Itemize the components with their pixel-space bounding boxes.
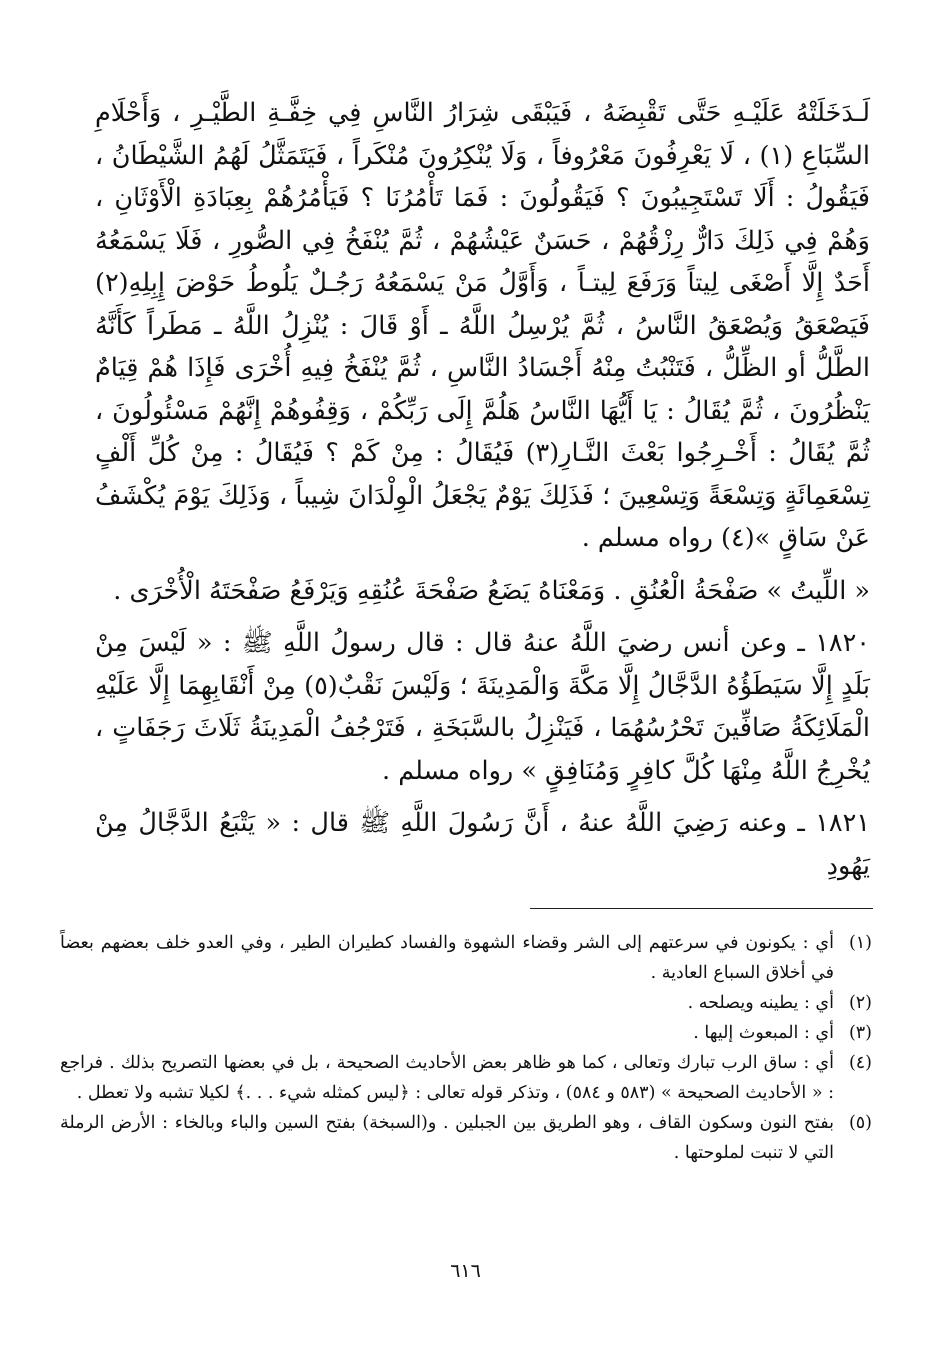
footnote-text: بفتح النون وسكون القاف ، وهو الطريق بين الجبلين . و(السبخة) بفتح السين والباء وبالخاء : الأرض الرملة التي لا تنبت لملوحتها . <box>60 1113 834 1163</box>
footnote <box>60 1108 872 1168</box>
footnote-number: (٢) <box>848 993 872 1013</box>
footnotes <box>60 928 872 1168</box>
footnote <box>60 1048 872 1108</box>
hadith-paragraph-1: لَـدَخَلَتْهُ عَلَيْـهِ حَتَّى تَقْبِضَهُ ، فَيَبْقَى شِرَارُ النَّاسِ فِي خِفَّـةِ الطَّيْـرِ ، وَأَحْلَامِ السِّبَاعِ (١) ، لَا يَعْرِفُونَ مَعْرُوفاً ، وَلَا يُنْكِرُونَ مُنْكَراً ، فَيَتَمَثَّلُ لَهُمُ الشَّيْطَانُ ، فَيَقُولُ : أَلَا تَسْتَجِيبُونَ ؟ فَيَقُولُونَ : فَمَا تَأْمُرُنَا ؟ فَيَأْمُرُهُمْ بِعِبَادَةِ الْأَوْثَانِ ، وَهُمْ فِي ذَلِكَ دَارٌّ رِزْقُهُمْ ، حَسَنٌ عَيْشُهُمْ ، ثُمَّ يُنْفَخُ فِي الصُّورِ ، فَلَا يَسْمَعُهُ أَحَدٌ إِلَّا أَصْغَى لِيتاً وَرَفَعَ لِيتـاً ، وَأَوَّلُ مَنْ يَسْمَعُهُ رَجُـلٌ يَلُوطُ حَوْضَ إِبِلِهِ(٢) فَيَصْعَقُ وَيُصْعَقُ النَّاسُ ، ثُمَّ يُرْسِلُ اللَّهُ ـ أَوْ قَالَ : يُنْزِلُ اللَّهُ ـ مَطَراً كَأَنَّهُ الطَّلُّ أو الظِّلُّ ، فَتَنْبُتُ مِنْهُ أَجْسَادُ النَّاسِ ، ثُمَّ يُنْفَخُ فِيهِ أُخْرَى فَإِذَا هُمْ قِيَامٌ يَنْظُرُونَ ، ثُمَّ يُقَالُ : يَا أَيُّهَا النَّاسُ هَلُمَّ إِلَى رَبِّكُمْ ، وَقِفُوهُمْ إِنَّهُمْ مَسْئُولُونَ ، ثُمَّ يُقَالُ : أَخْـرِجُوا بَعْثَ النَّـارِ(٣) فَيُقَالُ : مِنْ كَمْ ؟ فَيُقَالُ : مِنْ كُلِّ أَلْفٍ تِسْعَمِائَةٍ وَتِسْعَةً وَتِسْعِينَ ؛ فَذَلِكَ يَوْمٌ يَجْعَلُ الْوِلْدَانَ شِيباً ، وَذَلِكَ يَوْمَ يُكْشَفُ عَنْ سَاقٍ »(٤) رواه مسلم . <box>95 98 870 553</box>
page-number: ٦١٦ <box>450 1260 481 1282</box>
footnote-number: (٥) <box>848 1113 872 1133</box>
hadith-paragraph-1821: ١٨٢١ ـ وعنه رَضِيَ اللَّهُ عنهُ ، أَنَّ رَسُولَ اللَّهِ ﷺ قال : « يَتْبَعُ الدَّجَّالُ مِنْ يَهُودِ <box>95 808 870 881</box>
footnote-text: أي : المبعوث إليها . <box>693 1023 834 1043</box>
footnote <box>60 1018 872 1048</box>
explanation-paragraph: « اللِّيتُ » صَفْحَةُ الْعُنُقِ . وَمَعْنَاهُ يَضَعُ صَفْحَةَ عُنُقِهِ وَيَرْفَعُ صَفْحَتَهُ الْأُخْرَى . <box>113 575 870 606</box>
footnote-text: أي : يطينه ويصلحه . <box>687 993 834 1013</box>
footnote <box>60 988 872 1018</box>
hadith-paragraph-1820: ١٨٢٠ ـ وعن أنس رضيَ اللَّهُ عنهُ قال : قال رسولُ اللَّهِ ﷺ : « لَيْسَ مِنْ بَلَدٍ إِلَّا سَيَطَؤُهُ الدَّجَّالُ إِلَّا مَكَّةَ وَالْمَدِينَةَ ؛ وَلَيْسَ نَقْبٌ(٥) مِنْ أَنْقَابِهِمَا إِلَّا عَلَيْهِ الْمَلَائِكَةُ صَافِّينَ تَحْرُسُهُمَا ، فَيَنْزِلُ بالسَّبَخَةِ ، فَتَرْجُفُ الْمَدِينَةُ ثَلَاثَ رَجَفَاتٍ ، يُخْرِجُ اللَّهُ مِنْهَا كُلَّ كافِرٍ وَمُنَافِقٍ » رواه مسلم . <box>95 628 870 786</box>
footnote-number: (٣) <box>848 1023 872 1043</box>
footnote <box>60 928 872 988</box>
footnote-text: أي : ساق الرب تبارك وتعالى ، كما هو ظاهر بعض الأحاديث الصحيحة ، بل في بعضها التصريح بذلك . فراجع : « الأحاديث الصحيحة » (٥٨٣ و ٥٨٤) ، وتذكر قوله تعالى : ﴿ليس كمثله شيء . . .﴾ لكيلا تشبه ولا تعطل . <box>60 1053 834 1103</box>
main-text <box>95 92 870 887</box>
footnote-text: أي : يكونون في سرعتهم إلى الشر وقضاء الشهوة والفساد كطيران الطير ، وفي العدو خلف بعضهم بعضاً في أخلاق السباع العادية . <box>60 933 834 983</box>
footnote-number: (١) <box>848 933 872 953</box>
footnote-divider <box>530 908 873 909</box>
footnote-number: (٤) <box>848 1053 872 1073</box>
